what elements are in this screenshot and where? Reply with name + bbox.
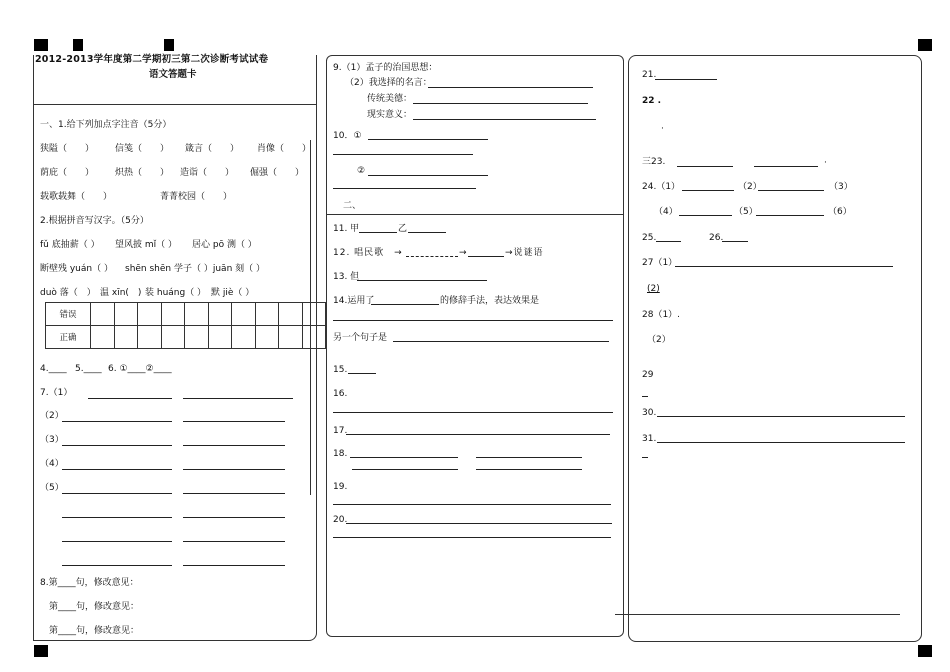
table-cell[interactable] (302, 303, 326, 326)
q27-1: 27（1） (642, 258, 678, 268)
q2-item: shēn shēn 学子（ ）juān 刻（ ） (125, 264, 265, 274)
q1-item: 荫庇（ ） (40, 168, 95, 178)
answer-line[interactable] (183, 398, 293, 399)
answer-line[interactable] (88, 398, 172, 399)
table-cell[interactable] (138, 326, 162, 349)
answer-line[interactable] (62, 565, 172, 566)
answer-line[interactable] (679, 215, 732, 216)
section-two-heading: 二、 (343, 201, 362, 211)
q18: 18. (333, 449, 348, 459)
q24-3: （3） (829, 182, 853, 192)
table-cell[interactable] (279, 326, 303, 349)
q1-item: 信笺（ ） (115, 144, 170, 154)
q7-label: （3） (40, 435, 64, 445)
q7-label: 7.（1） (40, 388, 73, 398)
q11-b: 乙 (398, 224, 408, 234)
column-1-divider (33, 104, 317, 105)
q1-heading: 一、1.给下列加点字注音（5分） (40, 120, 172, 130)
q2-item: 装 huáng（ ） (145, 288, 207, 298)
q25: 25. (642, 233, 657, 243)
table-cell[interactable] (208, 303, 232, 326)
answer-line[interactable] (758, 190, 824, 191)
q16: 16. (333, 389, 348, 399)
q9-1: 9.（1）孟子的治国思想： (333, 63, 438, 73)
answer-line[interactable] (348, 373, 376, 374)
answer-line[interactable] (183, 517, 285, 518)
answer-line[interactable] (393, 341, 609, 342)
answer-line[interactable] (183, 565, 285, 566)
answer-line[interactable] (359, 232, 397, 233)
q5: 5.____ (75, 364, 102, 374)
answer-line[interactable] (333, 154, 473, 155)
registration-mark (918, 39, 932, 51)
q14: 14.运用了 (333, 296, 375, 306)
q2-heading: 2.根据拼音写汉字。（5分） (40, 216, 149, 226)
answer-line[interactable] (346, 523, 612, 524)
registration-mark (73, 39, 83, 51)
q9-2: （2）我选择的名言： (345, 78, 432, 88)
q12-arrow: →说谜语 (505, 248, 544, 258)
table-cell[interactable] (91, 303, 115, 326)
q14-c: 另一个句子是 (333, 333, 388, 343)
table-cell[interactable] (185, 303, 209, 326)
answer-line[interactable] (754, 166, 818, 167)
q6: 6. ①____②____ (108, 364, 172, 374)
answer-line[interactable] (655, 79, 717, 80)
answer-line[interactable] (183, 469, 285, 470)
card-subtitle: 语文答题卡 (149, 69, 197, 80)
q9-3: 传统美德： (367, 94, 413, 104)
q2-item: fǔ 底抽薪（ ） (40, 240, 100, 250)
answer-line[interactable] (62, 493, 172, 494)
q23: 三23. (642, 157, 666, 167)
table-cell[interactable] (114, 326, 138, 349)
q31: 31. (642, 434, 657, 444)
answer-line[interactable] (62, 421, 172, 422)
q8-line: 第____句，修改意见： (49, 626, 140, 636)
answer-line[interactable] (657, 416, 905, 417)
bottom-rule (615, 614, 900, 615)
q1-item: 箴言（ ） (185, 144, 240, 154)
answer-line[interactable] (675, 266, 893, 267)
q8-line: 8.第____句，修改意见： (40, 578, 139, 588)
q29: 29 (642, 370, 654, 380)
registration-mark (34, 39, 48, 51)
answer-line[interactable] (183, 541, 285, 542)
q28-2: （2） (647, 335, 671, 345)
q24-6: （6） (828, 207, 852, 217)
answer-line[interactable] (657, 442, 905, 443)
q9-4: 现实意义： (367, 110, 413, 120)
q2-item: 断壁残 yuán（ ） (40, 264, 113, 274)
q17: 17. (333, 426, 348, 436)
answer-column-3 (628, 55, 922, 642)
answer-line[interactable] (476, 469, 582, 470)
q14-b: 的修辞手法，表达效果是 (440, 296, 540, 306)
table-row-label: 正确 (46, 326, 91, 349)
q1-item: 狭隘（ ） (40, 144, 95, 154)
q2-item: 望风披 mǐ（ ） (115, 240, 177, 250)
answer-line[interactable] (357, 280, 487, 281)
answer-line[interactable] (682, 190, 734, 191)
q4: 4.____ (40, 364, 67, 374)
q22-dot: · (661, 124, 664, 134)
answer-line[interactable] (333, 320, 613, 321)
answer-line[interactable] (368, 175, 488, 176)
table-cell[interactable] (138, 303, 162, 326)
q2-item: 温 xīn( ) (100, 288, 142, 298)
exam-title: 2012-2013学年度第二学期初三第二次诊断考试试卷 (35, 54, 269, 65)
answer-line[interactable] (656, 241, 681, 242)
q24-1: 24.（1） (642, 182, 681, 192)
q23-dot: · (824, 158, 827, 168)
table-cell[interactable] (302, 326, 326, 349)
q1-item: 倔强（ ） (250, 168, 305, 178)
answer-line[interactable] (756, 215, 824, 216)
q22: 22 . (642, 96, 662, 106)
q1-item: 菁菁校园（ ） (160, 192, 233, 202)
q28-1: 28（1）. (642, 310, 681, 320)
q2-item: 默 jiè（ ） (211, 288, 255, 298)
answer-line[interactable] (408, 232, 446, 233)
answer-line[interactable] (350, 457, 458, 458)
table-cell[interactable] (255, 326, 279, 349)
q12-arrow: → (459, 248, 467, 258)
q20: 20. (333, 515, 348, 525)
answer-line[interactable] (642, 457, 648, 458)
answer-line[interactable] (406, 256, 458, 257)
table-cell[interactable] (114, 303, 138, 326)
answer-line[interactable] (62, 541, 172, 542)
section-divider (326, 214, 624, 215)
answer-line[interactable] (333, 537, 611, 538)
q1-item: 炽热（ ） (115, 168, 170, 178)
q10-1: 10．① (333, 131, 362, 141)
answer-line[interactable] (62, 469, 172, 470)
answer-line[interactable] (476, 457, 582, 458)
q7-label: （5） (40, 483, 64, 493)
q11: 11. 甲 (333, 224, 360, 234)
correction-table (45, 302, 326, 349)
answer-line[interactable] (346, 434, 610, 435)
table-cell[interactable] (232, 326, 256, 349)
table-cell[interactable] (185, 326, 209, 349)
answer-line[interactable] (368, 139, 488, 140)
q15: 15. (333, 365, 348, 375)
q21: 21. (642, 70, 657, 80)
table-cell[interactable] (279, 303, 303, 326)
registration-mark (34, 645, 48, 657)
answer-line[interactable] (413, 103, 588, 104)
table-cell[interactable] (232, 303, 256, 326)
q24-4: （4） (654, 207, 678, 217)
table-cell[interactable] (161, 303, 185, 326)
answer-line[interactable] (333, 412, 613, 413)
q27-2: (2) (647, 284, 660, 294)
registration-mark (918, 645, 932, 657)
answer-line[interactable] (183, 493, 285, 494)
q8-line: 第____句，修改意见： (49, 602, 140, 612)
q7-label: （2） (40, 411, 64, 421)
answer-line[interactable] (62, 445, 172, 446)
q12: 12. 唱民歌 → (333, 248, 403, 258)
q1-item: 肖像（ ） (257, 144, 312, 154)
answer-line[interactable] (642, 396, 648, 397)
answer-line[interactable] (352, 469, 458, 470)
q2-item: 居心 pō 测（ ） (192, 240, 257, 250)
q7-label: （4） (40, 459, 64, 469)
answer-line[interactable] (722, 241, 748, 242)
answer-line[interactable] (468, 256, 504, 257)
answer-line[interactable] (428, 87, 593, 88)
table-cell[interactable] (91, 326, 115, 349)
answer-line[interactable] (333, 188, 476, 189)
answer-column-2 (326, 55, 624, 637)
answer-line[interactable] (62, 517, 172, 518)
q10-2: ② (357, 166, 366, 176)
table-cell[interactable] (161, 326, 185, 349)
q26: 26. (709, 233, 724, 243)
answer-line[interactable] (333, 504, 611, 505)
q30: 30. (642, 408, 657, 418)
table-cell[interactable] (208, 326, 232, 349)
answer-line[interactable] (371, 304, 439, 305)
answer-line[interactable] (677, 166, 733, 167)
q1-item: 造诣（ ） (180, 168, 235, 178)
q24-2: （2） (738, 182, 762, 192)
table-row-label: 错误 (46, 303, 91, 326)
q19: 19. (333, 482, 348, 492)
answer-line[interactable] (413, 119, 596, 120)
table-cell[interactable] (255, 303, 279, 326)
registration-mark (164, 39, 174, 51)
answer-line[interactable] (183, 445, 285, 446)
q24-5: （5） (734, 207, 758, 217)
q13: 13. 但 (333, 272, 360, 282)
q2-item: duò 落（ ） (40, 288, 96, 298)
q1-item: 载歌载舞（ ） (40, 192, 113, 202)
answer-line[interactable] (183, 421, 285, 422)
